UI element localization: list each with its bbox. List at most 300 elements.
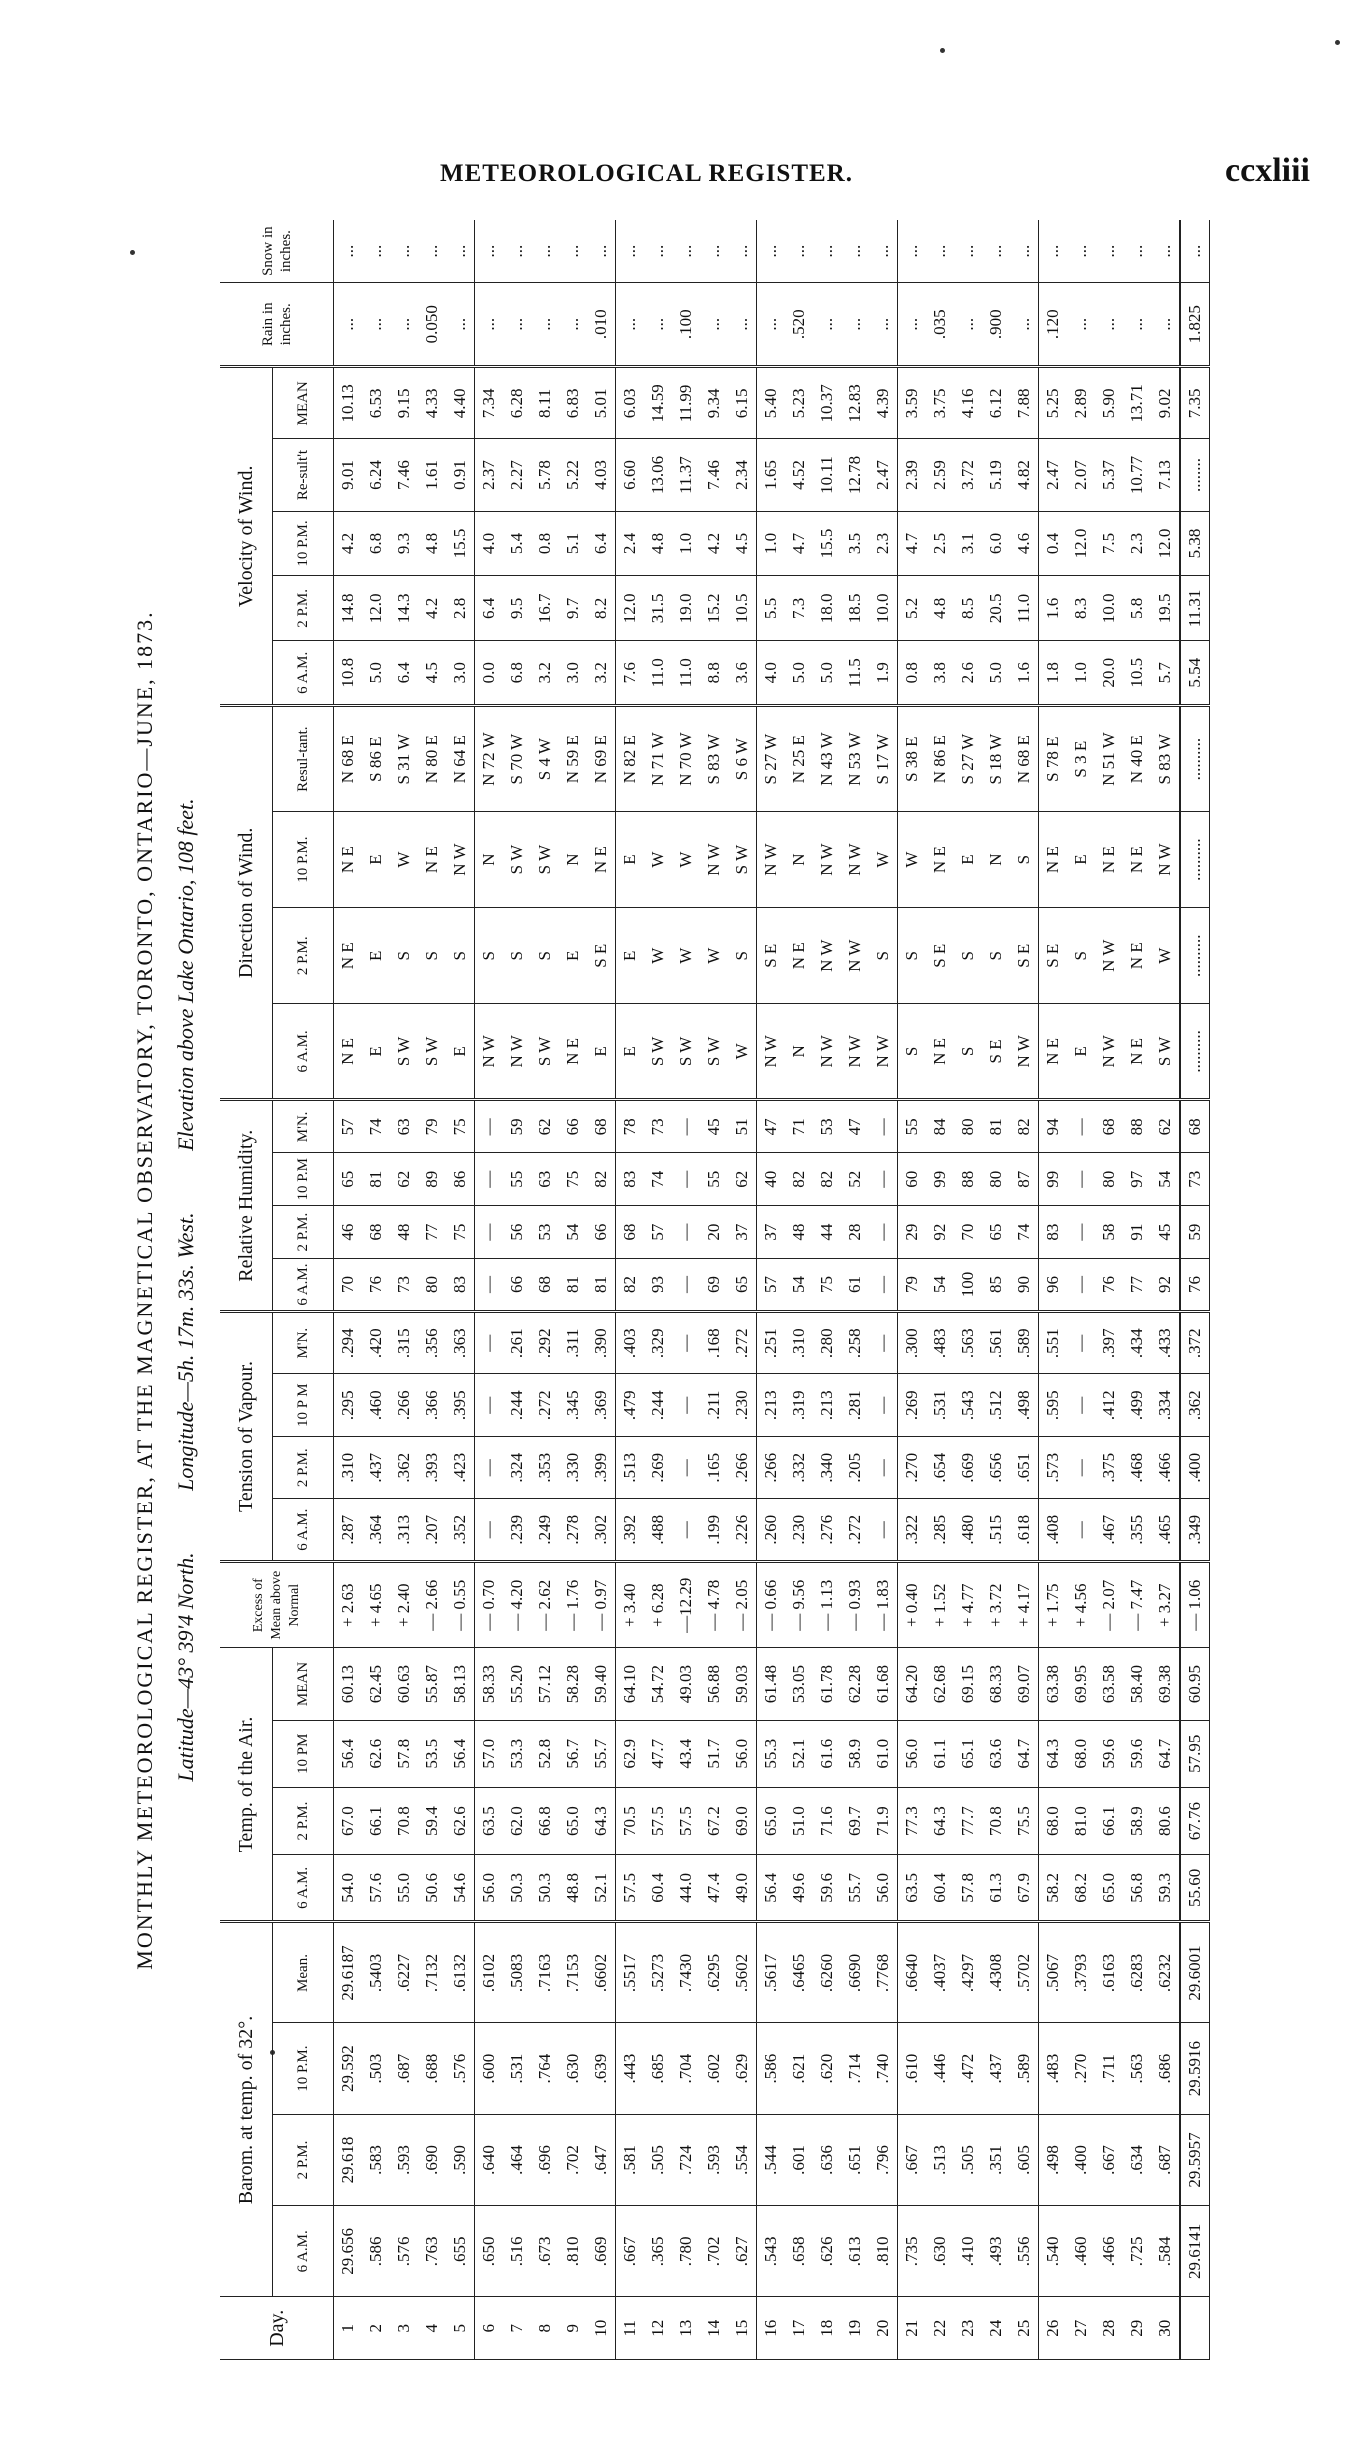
cell-t6: 60.4 (926, 1855, 954, 1922)
cell-day: 23 (954, 2297, 982, 2360)
cell-h2: 75 (446, 1206, 475, 1259)
cell-bm: .6227 (390, 1922, 418, 2023)
cell-w2: 4.2 (418, 576, 446, 641)
cell-d6: E (616, 1004, 645, 1100)
cell-v2: .651 (1010, 1436, 1039, 1499)
cell-wr: 9.01 (334, 439, 363, 511)
cell-dr: N 86 E (926, 706, 954, 812)
cell-w6: 0.8 (898, 641, 927, 706)
cell-w6: 3.0 (559, 641, 587, 706)
cell-h10: 83 (616, 1153, 645, 1206)
cell-w10: 6.4 (587, 511, 616, 576)
cell-w6: 5.0 (362, 641, 390, 706)
col-direction-10pm: 10 P.M. (273, 812, 334, 908)
cell-hm: 63 (390, 1100, 418, 1153)
cell-d2: E (616, 908, 645, 1004)
cell-b2: .544 (757, 2114, 786, 2205)
cell-b2: .651 (841, 2114, 869, 2205)
cell-h2: 28 (841, 1206, 869, 1259)
cell-wm: 13.71 (1123, 367, 1151, 439)
col-humidity-6am: 6 A.M. (273, 1259, 334, 1312)
cell-b2: .690 (418, 2114, 446, 2205)
cell-w10: 0.8 (531, 511, 559, 576)
cell-ex: — 9.56 (785, 1561, 813, 1648)
cell-bm: .6283 (1123, 1922, 1151, 2023)
cell-v10: .498 (1010, 1374, 1039, 1437)
cell-w2: 19.0 (672, 576, 700, 641)
cell-t6: 63.5 (898, 1855, 927, 1922)
cell-b6: .702 (700, 2206, 728, 2297)
cell-b6: .673 (531, 2206, 559, 2297)
table-row (954, 220, 982, 2360)
cell-tm: 58.40 (1123, 1648, 1151, 1720)
cell-bm: .5083 (503, 1922, 531, 2023)
cell-bm: .5273 (644, 1922, 672, 2023)
cell-t10: 61.0 (869, 1720, 898, 1787)
cell-wm: 4.40 (446, 367, 475, 439)
cell-snow: ... (503, 220, 531, 283)
cell-w10: 4.7 (785, 511, 813, 576)
cell-wm: 10.13 (334, 367, 363, 439)
cell-h2: 70 (954, 1206, 982, 1259)
cell-tm: 64.10 (616, 1648, 645, 1720)
cell-h6: 65 (728, 1259, 757, 1312)
cell-h10: 82 (785, 1153, 813, 1206)
cell-b2: .505 (644, 2114, 672, 2205)
cell-h2: 83 (1039, 1206, 1068, 1259)
cell-w10: 2.3 (869, 511, 898, 576)
cell-day: 4 (418, 2297, 446, 2360)
col-temp-6am: 6 A.M. (273, 1855, 334, 1922)
cell-d6: S W (672, 1004, 700, 1100)
cell-v10: .479 (616, 1374, 645, 1437)
cell-d2: E (559, 908, 587, 1004)
cell-t2: 75.5 (1010, 1787, 1039, 1854)
cell-day: 3 (390, 2297, 418, 2360)
cell-w2: 18.5 (841, 576, 869, 641)
cell-hm: 66 (559, 1100, 587, 1153)
cell-hm: 79 (418, 1100, 446, 1153)
table-row (926, 220, 954, 2360)
cell-h10: 52 (841, 1153, 869, 1206)
cell-d6: N E (334, 1004, 363, 1100)
col-humidity-2pm: 2 P.M. (273, 1206, 334, 1259)
cell-b10: .711 (1095, 2023, 1123, 2114)
cell-h6: 76 (362, 1259, 390, 1312)
cell-h2: 91 (1123, 1206, 1151, 1259)
cell-w6: 3.0 (446, 641, 475, 706)
col-vapour-2pm: 2 P.M. (273, 1436, 334, 1499)
cell-b6: .810 (559, 2206, 587, 2297)
cell-b2: .667 (898, 2114, 927, 2205)
cell-h2: 54 (559, 1206, 587, 1259)
cell-v6: .302 (587, 1499, 616, 1562)
cell-b10: .620 (813, 2023, 841, 2114)
cell-w10: 2.5 (926, 511, 954, 576)
cell-t6: 57.8 (954, 1855, 982, 1922)
cell-vm: .251 (757, 1311, 786, 1374)
cell-w2: 19.5 (1151, 576, 1180, 641)
elevation: Elevation above Lake Ontario, 108 feet. (173, 798, 198, 1151)
cell-b6: .516 (503, 2206, 531, 2297)
cell-wm: 3.59 (898, 367, 927, 439)
cell-t10: 53.5 (418, 1720, 446, 1787)
cell-ex: — 1.83 (869, 1561, 898, 1648)
cell-t2: 64.3 (926, 1787, 954, 1854)
cell-b6: .780 (672, 2206, 700, 2297)
cell-ex: — 1.76 (559, 1561, 587, 1648)
cell-w10: 5.38 (1180, 511, 1210, 576)
cell-h2: 66 (587, 1206, 616, 1259)
cell-b2: .702 (559, 2114, 587, 2205)
cell-snow: ... (757, 220, 786, 283)
cell-rain: ... (390, 283, 418, 367)
cell-d6: N W (813, 1004, 841, 1100)
table-row (418, 220, 446, 2360)
cell-day: 9 (559, 2297, 587, 2360)
cell-b6: .556 (1010, 2206, 1039, 2297)
cell-ex: + 4.17 (1010, 1561, 1039, 1648)
cell-vm: .551 (1039, 1311, 1068, 1374)
cell-dr: N 64 E (446, 706, 475, 812)
cell-d2: S (898, 908, 927, 1004)
cell-ex: — 0.93 (841, 1561, 869, 1648)
cell-bm: .3793 (1067, 1922, 1095, 2023)
cell-d10: S W (728, 812, 757, 908)
cell-d2: S (728, 908, 757, 1004)
cell-v2: .656 (982, 1436, 1010, 1499)
col-direction-2pm: 2 P.M. (273, 908, 334, 1004)
cell-b2: .634 (1123, 2114, 1151, 2205)
cell-t10: 61.6 (813, 1720, 841, 1787)
cell-b6: .655 (446, 2206, 475, 2297)
cell-h6: 76 (1180, 1259, 1210, 1312)
cell-tm: 69.38 (1151, 1648, 1180, 1720)
cell-wr: 2.59 (926, 439, 954, 511)
cell-d10: E (362, 812, 390, 908)
cell-vm: .310 (785, 1311, 813, 1374)
cell-d6: N E (1123, 1004, 1151, 1100)
cell-v2: .654 (926, 1436, 954, 1499)
cell-d6: N W (1010, 1004, 1039, 1100)
cell-v6: .207 (418, 1499, 446, 1562)
cell-w10: 3.5 (841, 511, 869, 576)
cell-h10: 82 (587, 1153, 616, 1206)
cell-b2: .464 (503, 2114, 531, 2205)
cell-h10: — (672, 1153, 700, 1206)
cell-h10: 89 (418, 1153, 446, 1206)
cell-t6: 57.6 (362, 1855, 390, 1922)
cell-rain: ... (531, 283, 559, 367)
cell-v10: — (475, 1374, 504, 1437)
cell-t10: 64.7 (1151, 1720, 1180, 1787)
col-direction-resultant: Resul-tant. (273, 706, 334, 812)
table-row (841, 220, 869, 2360)
cell-v2: .573 (1039, 1436, 1068, 1499)
cell-b6: 29.656 (334, 2206, 363, 2297)
cell-hm: 55 (898, 1100, 927, 1153)
col-barom-10pm: 10 P.M. (273, 2023, 334, 2114)
cell-t2: 71.9 (869, 1787, 898, 1854)
cell-d2: S (982, 908, 1010, 1004)
cell-ex: — 1.06 (1180, 1561, 1210, 1648)
cell-d10: N E (1039, 812, 1068, 908)
cell-tm: 55.87 (418, 1648, 446, 1720)
cell-t10: 56.4 (446, 1720, 475, 1787)
cell-hm: 45 (700, 1100, 728, 1153)
cell-t6: 58.2 (1039, 1855, 1068, 1922)
cell-t10: 64.3 (1039, 1720, 1068, 1787)
cell-t2: 57.5 (672, 1787, 700, 1854)
cell-w2: 1.6 (1039, 576, 1068, 641)
cell-t10: 47.7 (644, 1720, 672, 1787)
cell-b2: .400 (1067, 2114, 1095, 2205)
cell-t10: 43.4 (672, 1720, 700, 1787)
cell-wr: 2.27 (503, 439, 531, 511)
cell-h10: 55 (700, 1153, 728, 1206)
cell-t6: 61.3 (982, 1855, 1010, 1922)
cell-t2: 81.0 (1067, 1787, 1095, 1854)
cell-vm: .311 (559, 1311, 587, 1374)
group-temp: Temp. of the Air. (220, 1648, 273, 1922)
cell-h10: 88 (954, 1153, 982, 1206)
cell-b10: .687 (390, 2023, 418, 2114)
cell-h6: — (475, 1259, 504, 1312)
cell-h10: 55 (503, 1153, 531, 1206)
cell-h2: 44 (813, 1206, 841, 1259)
cell-h6: 68 (531, 1259, 559, 1312)
cell-d10: S W (531, 812, 559, 908)
cell-d2: N W (841, 908, 869, 1004)
cell-wm: 6.83 (559, 367, 587, 439)
cell-w2: 11.31 (1180, 576, 1210, 641)
cell-v6: .313 (390, 1499, 418, 1562)
cell-bm: .5617 (757, 1922, 786, 2023)
cell-d10: E (616, 812, 645, 908)
cell-w6: 3.2 (531, 641, 559, 706)
cell-v2: .437 (362, 1436, 390, 1499)
cell-vm: .292 (531, 1311, 559, 1374)
cell-v2: .393 (418, 1436, 446, 1499)
cell-t6: 67.9 (1010, 1855, 1039, 1922)
cell-t6: 55.7 (841, 1855, 869, 1922)
cell-h6: 81 (559, 1259, 587, 1312)
cell-b6: .584 (1151, 2206, 1180, 2297)
cell-tm: 62.45 (362, 1648, 390, 1720)
cell-w10: 12.0 (1151, 511, 1180, 576)
cell-d10: W (644, 812, 672, 908)
cell-w6: 5.7 (1151, 641, 1180, 706)
cell-d2: W (644, 908, 672, 1004)
cell-h10: 74 (644, 1153, 672, 1206)
cell-wm: 7.35 (1180, 367, 1210, 439)
cell-h6: — (869, 1259, 898, 1312)
cell-v10: .395 (446, 1374, 475, 1437)
cell-d2: N E (1123, 908, 1151, 1004)
cell-h6: 66 (503, 1259, 531, 1312)
cell-hm: 68 (1180, 1100, 1210, 1153)
cell-w10: 12.0 (1067, 511, 1095, 576)
cell-d2: S (531, 908, 559, 1004)
cell-d6: S W (531, 1004, 559, 1100)
cell-d10: W (390, 812, 418, 908)
cell-h2: 92 (926, 1206, 954, 1259)
cell-ex: — 1.13 (813, 1561, 841, 1648)
col-temp-2pm: 2 P.M. (273, 1787, 334, 1854)
cell-v2: .399 (587, 1436, 616, 1499)
cell-h6: 70 (334, 1259, 363, 1312)
cell-t6: 56.0 (869, 1855, 898, 1922)
cell-wr: 7.46 (390, 439, 418, 511)
cell-t10: 51.7 (700, 1720, 728, 1787)
cell-v2: .362 (390, 1436, 418, 1499)
cell-vm: .390 (587, 1311, 616, 1374)
cell-t6: 54.6 (446, 1855, 475, 1922)
cell-b10: .688 (418, 2023, 446, 2114)
cell-w10: 5.4 (503, 511, 531, 576)
cell-hm: 82 (1010, 1100, 1039, 1153)
cell-w10: 4.5 (728, 511, 757, 576)
cell-wr: 2.47 (869, 439, 898, 511)
cell-wm: 4.33 (418, 367, 446, 439)
cell-hm: 81 (982, 1100, 1010, 1153)
cell-d6: S W (1151, 1004, 1180, 1100)
cell-tm: 58.28 (559, 1648, 587, 1720)
cell-hm: 47 (757, 1100, 786, 1153)
cell-b10: .586 (757, 2023, 786, 2114)
cell-d6: S W (390, 1004, 418, 1100)
cell-snow: ... (926, 220, 954, 283)
col-direction-6am: 6 A.M. (273, 1004, 334, 1100)
col-day: Day. (220, 2297, 334, 2360)
cell-day: 24 (982, 2297, 1010, 2360)
cell-ex: — 4.20 (503, 1561, 531, 1648)
cell-wr: 2.07 (1067, 439, 1095, 511)
cell-wr: 5.19 (982, 439, 1010, 511)
cell-hm: 74 (362, 1100, 390, 1153)
cell-day: 25 (1010, 2297, 1039, 2360)
cell-ex: — 0.55 (446, 1561, 475, 1648)
cell-v6: .260 (757, 1499, 786, 1562)
cell-dr: N 59 E (559, 706, 587, 812)
col-velocity-2pm: 2 P.M. (273, 576, 334, 641)
cell-hm: 62 (531, 1100, 559, 1153)
table-row (587, 220, 616, 2360)
cell-wm: 4.16 (954, 367, 982, 439)
cell-day: 5 (446, 2297, 475, 2360)
cell-t6: 50.6 (418, 1855, 446, 1922)
cell-v6: — (475, 1499, 504, 1562)
cell-hm: — (1067, 1100, 1095, 1153)
cell-snow: ... (982, 220, 1010, 283)
cell-wr: 10.11 (813, 439, 841, 511)
cell-t2: 65.0 (757, 1787, 786, 1854)
cell-d10: N (475, 812, 504, 908)
cell-w6: 10.5 (1123, 641, 1151, 706)
cell-bm: .7153 (559, 1922, 587, 2023)
cell-vm: .561 (982, 1311, 1010, 1374)
cell-h10: — (475, 1153, 504, 1206)
cell-d6: E (587, 1004, 616, 1100)
cell-rain: .120 (1039, 283, 1068, 367)
cell-h10: — (1067, 1153, 1095, 1206)
cell-b6: .630 (926, 2206, 954, 2297)
cell-b2: .796 (869, 2114, 898, 2205)
cell-b6: .667 (616, 2206, 645, 2297)
group-header-row (220, 220, 273, 2360)
cell-h2: 48 (390, 1206, 418, 1259)
cell-bm: .6260 (813, 1922, 841, 2023)
cell-b10: .629 (728, 2023, 757, 2114)
cell-v2: — (475, 1436, 504, 1499)
cell-wr: 2.34 (728, 439, 757, 511)
cell-vm: .258 (841, 1311, 869, 1374)
cell-w10: 15.5 (446, 511, 475, 576)
cell-vm: .563 (954, 1311, 982, 1374)
longitude: Longitude—5h. 17m. 33s. West. (173, 1212, 198, 1491)
cell-d10: N W (813, 812, 841, 908)
running-head-title: METEOROLOGICAL REGISTER. (440, 160, 853, 187)
col-humidity-10pm: 10 P.M (273, 1153, 334, 1206)
cell-b2: .593 (390, 2114, 418, 2205)
cell-dr: S 83 W (700, 706, 728, 812)
cell-h2: 48 (785, 1206, 813, 1259)
cell-d6: N W (1095, 1004, 1123, 1100)
cell-v2: .423 (446, 1436, 475, 1499)
cell-v6: .230 (785, 1499, 813, 1562)
cell-w6: 2.6 (954, 641, 982, 706)
cell-h6: 73 (390, 1259, 418, 1312)
cell-ex: + 3.40 (616, 1561, 645, 1648)
cell-v6: — (672, 1499, 700, 1562)
cell-h6: 61 (841, 1259, 869, 1312)
cell-d10: W (869, 812, 898, 908)
cell-t10: 61.1 (926, 1720, 954, 1787)
col-barom-mean: Mean. (273, 1922, 334, 2023)
cell-snow: ... (1010, 220, 1039, 283)
cell-day: 6 (475, 2297, 504, 2360)
cell-wr: 4.82 (1010, 439, 1039, 511)
cell-wm: 6.15 (728, 367, 757, 439)
col-humidity-mean: M'N. (273, 1100, 334, 1153)
cell-b6: .669 (587, 2206, 616, 2297)
cell-v6: .392 (616, 1499, 645, 1562)
group-barom: Barom. at temp. of 32°. (220, 1922, 273, 2297)
cell-wr: 7.46 (700, 439, 728, 511)
cell-d6: N W (757, 1004, 786, 1100)
cell-h6: 54 (785, 1259, 813, 1312)
cell-v10: .272 (531, 1374, 559, 1437)
cell-t2: 67.76 (1180, 1787, 1210, 1854)
cell-hm: 71 (785, 1100, 813, 1153)
cell-w10: 6.8 (362, 511, 390, 576)
cell-snow: ... (841, 220, 869, 283)
cell-vm: .300 (898, 1311, 927, 1374)
col-vapour-10pm: 10 P M (273, 1374, 334, 1437)
cell-wr: 4.52 (785, 439, 813, 511)
cell-t10: 58.9 (841, 1720, 869, 1787)
cell-dr: S 3 E (1067, 706, 1095, 812)
cell-tm: 61.78 (813, 1648, 841, 1720)
cell-t10: 64.7 (1010, 1720, 1039, 1787)
cell-h2: 29 (898, 1206, 927, 1259)
cell-wm: 2.89 (1067, 367, 1095, 439)
cell-snow: ... (559, 220, 587, 283)
cell-d10: E (1067, 812, 1095, 908)
cell-hm: 62 (1151, 1100, 1180, 1153)
cell-w6: 1.0 (1067, 641, 1095, 706)
cell-t2: 57.5 (644, 1787, 672, 1854)
